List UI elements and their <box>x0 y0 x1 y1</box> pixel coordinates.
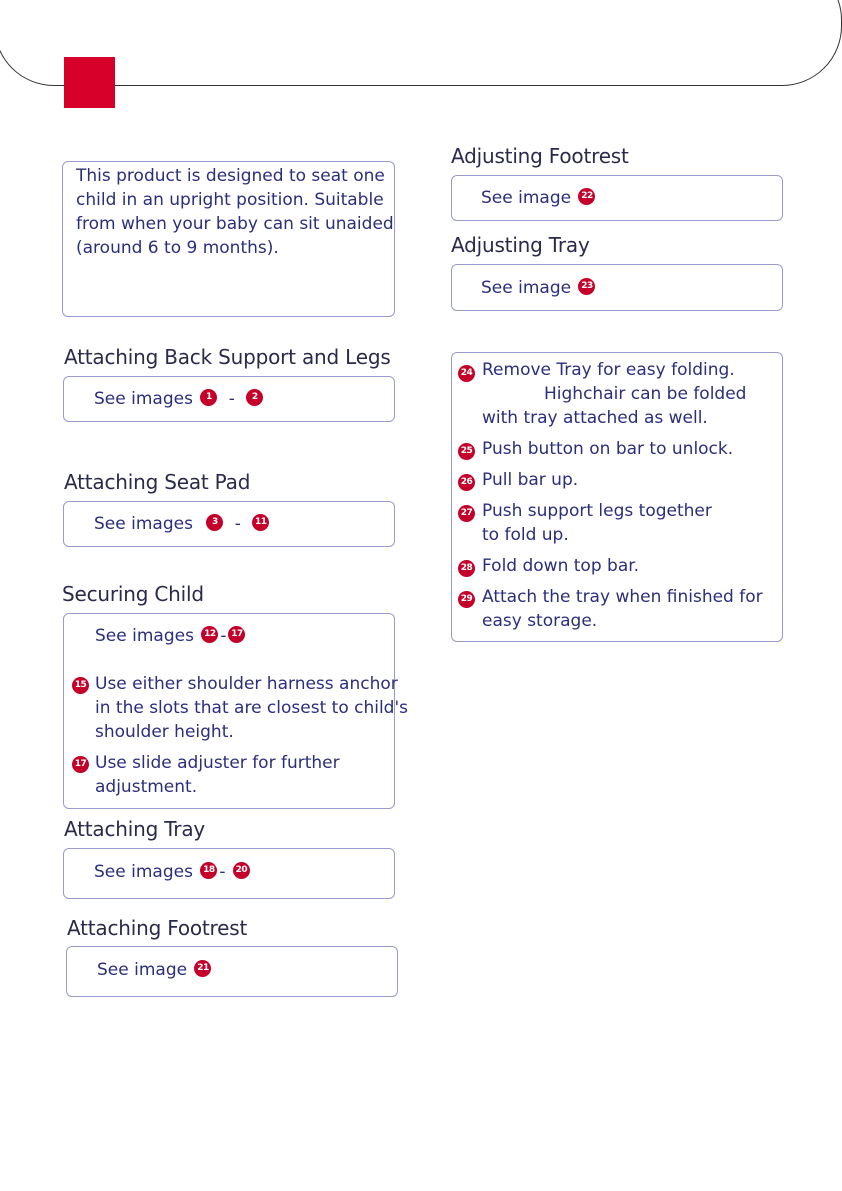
note-line: Use slide adjuster for further <box>95 753 340 773</box>
page-corner-border <box>0 0 842 86</box>
step-number-badge: 26 <box>458 474 475 491</box>
see-images-label: See images <box>94 389 193 409</box>
note-line: Use either shoulder harness anchor <box>95 674 398 694</box>
adjusting-footrest-box <box>451 175 783 221</box>
range-separator: - <box>228 389 235 409</box>
see-image-label: See image <box>97 960 188 980</box>
see-image-label: See image <box>481 188 572 208</box>
intro-line: from when your baby can sit unaided <box>76 214 394 234</box>
step-number-badge: 17 <box>228 626 245 643</box>
step-number-badge: 20 <box>233 862 250 879</box>
attaching-tray-box <box>63 848 395 899</box>
range-separator: - <box>234 514 241 534</box>
step-number-badge: 21 <box>194 960 211 977</box>
step-line: easy storage. <box>482 611 598 631</box>
step-number-badge: 28 <box>458 560 475 577</box>
step-line: Pull bar up. <box>482 470 579 490</box>
heading-seat-pad: Attaching Seat Pad <box>64 470 251 494</box>
heading-securing-child: Securing Child <box>62 582 204 606</box>
step-line: to fold up. <box>482 525 569 545</box>
see-image-label: See image <box>481 278 572 298</box>
see-images-label: See images <box>95 626 194 646</box>
step-line: Attach the tray when finished for <box>482 587 763 607</box>
heading-back-support: Attaching Back Support and Legs <box>64 345 391 369</box>
step-number-badge: 3 <box>206 514 223 531</box>
heading-attaching-tray: Attaching Tray <box>64 817 206 841</box>
intro-line: This product is designed to seat one <box>76 166 385 186</box>
step-number-badge: 27 <box>458 505 475 522</box>
heading-adjusting-footrest: Adjusting Footrest <box>451 144 629 168</box>
heading-adjusting-tray: Adjusting Tray <box>451 233 590 257</box>
step-line: Push support legs together <box>482 501 712 521</box>
range-separator: - <box>220 626 227 646</box>
step-number-badge: 15 <box>72 677 89 694</box>
see-images-label: See images <box>94 862 193 882</box>
step-number-badge: 23 <box>578 278 595 295</box>
note-line: shoulder height. <box>95 722 234 742</box>
step-line: Remove Tray for easy folding. <box>482 360 735 380</box>
adjusting-tray-box <box>451 264 783 311</box>
intro-line: (around 6 to 9 months). <box>76 238 279 258</box>
note-line: in the slots that are closest to child's <box>95 698 409 718</box>
attaching-footrest-box <box>66 946 398 997</box>
step-number-badge: 12 <box>201 626 218 643</box>
step-number-badge: 18 <box>200 862 217 879</box>
range-separator: - <box>219 862 226 882</box>
step-number-badge: 1 <box>200 389 217 406</box>
securing-child-box <box>63 613 409 809</box>
step-number-badge: 29 <box>458 591 475 608</box>
step-number-badge: 11 <box>252 514 269 531</box>
step-number-badge: 25 <box>458 443 475 460</box>
section-color-marker <box>64 57 115 108</box>
step-line: with tray attached as well. <box>482 408 708 428</box>
intro-box <box>62 161 395 317</box>
step-line: Fold down top bar. <box>482 556 640 576</box>
step-line: Highchair can be folded <box>544 384 747 404</box>
seat-pad-box <box>63 501 395 547</box>
folding-box <box>451 352 783 642</box>
heading-attaching-footrest: Attaching Footrest <box>67 916 248 940</box>
step-number-badge: 24 <box>458 365 475 382</box>
see-images-label: See images <box>94 514 193 534</box>
step-line: Push button on bar to unlock. <box>482 439 734 459</box>
step-number-badge: 2 <box>246 389 263 406</box>
note-line: adjustment. <box>95 777 198 797</box>
step-number-badge: 17 <box>72 756 89 773</box>
step-number-badge: 22 <box>578 188 595 205</box>
intro-line: child in an upright position. Suitable <box>76 190 384 210</box>
back-support-box <box>63 376 395 422</box>
